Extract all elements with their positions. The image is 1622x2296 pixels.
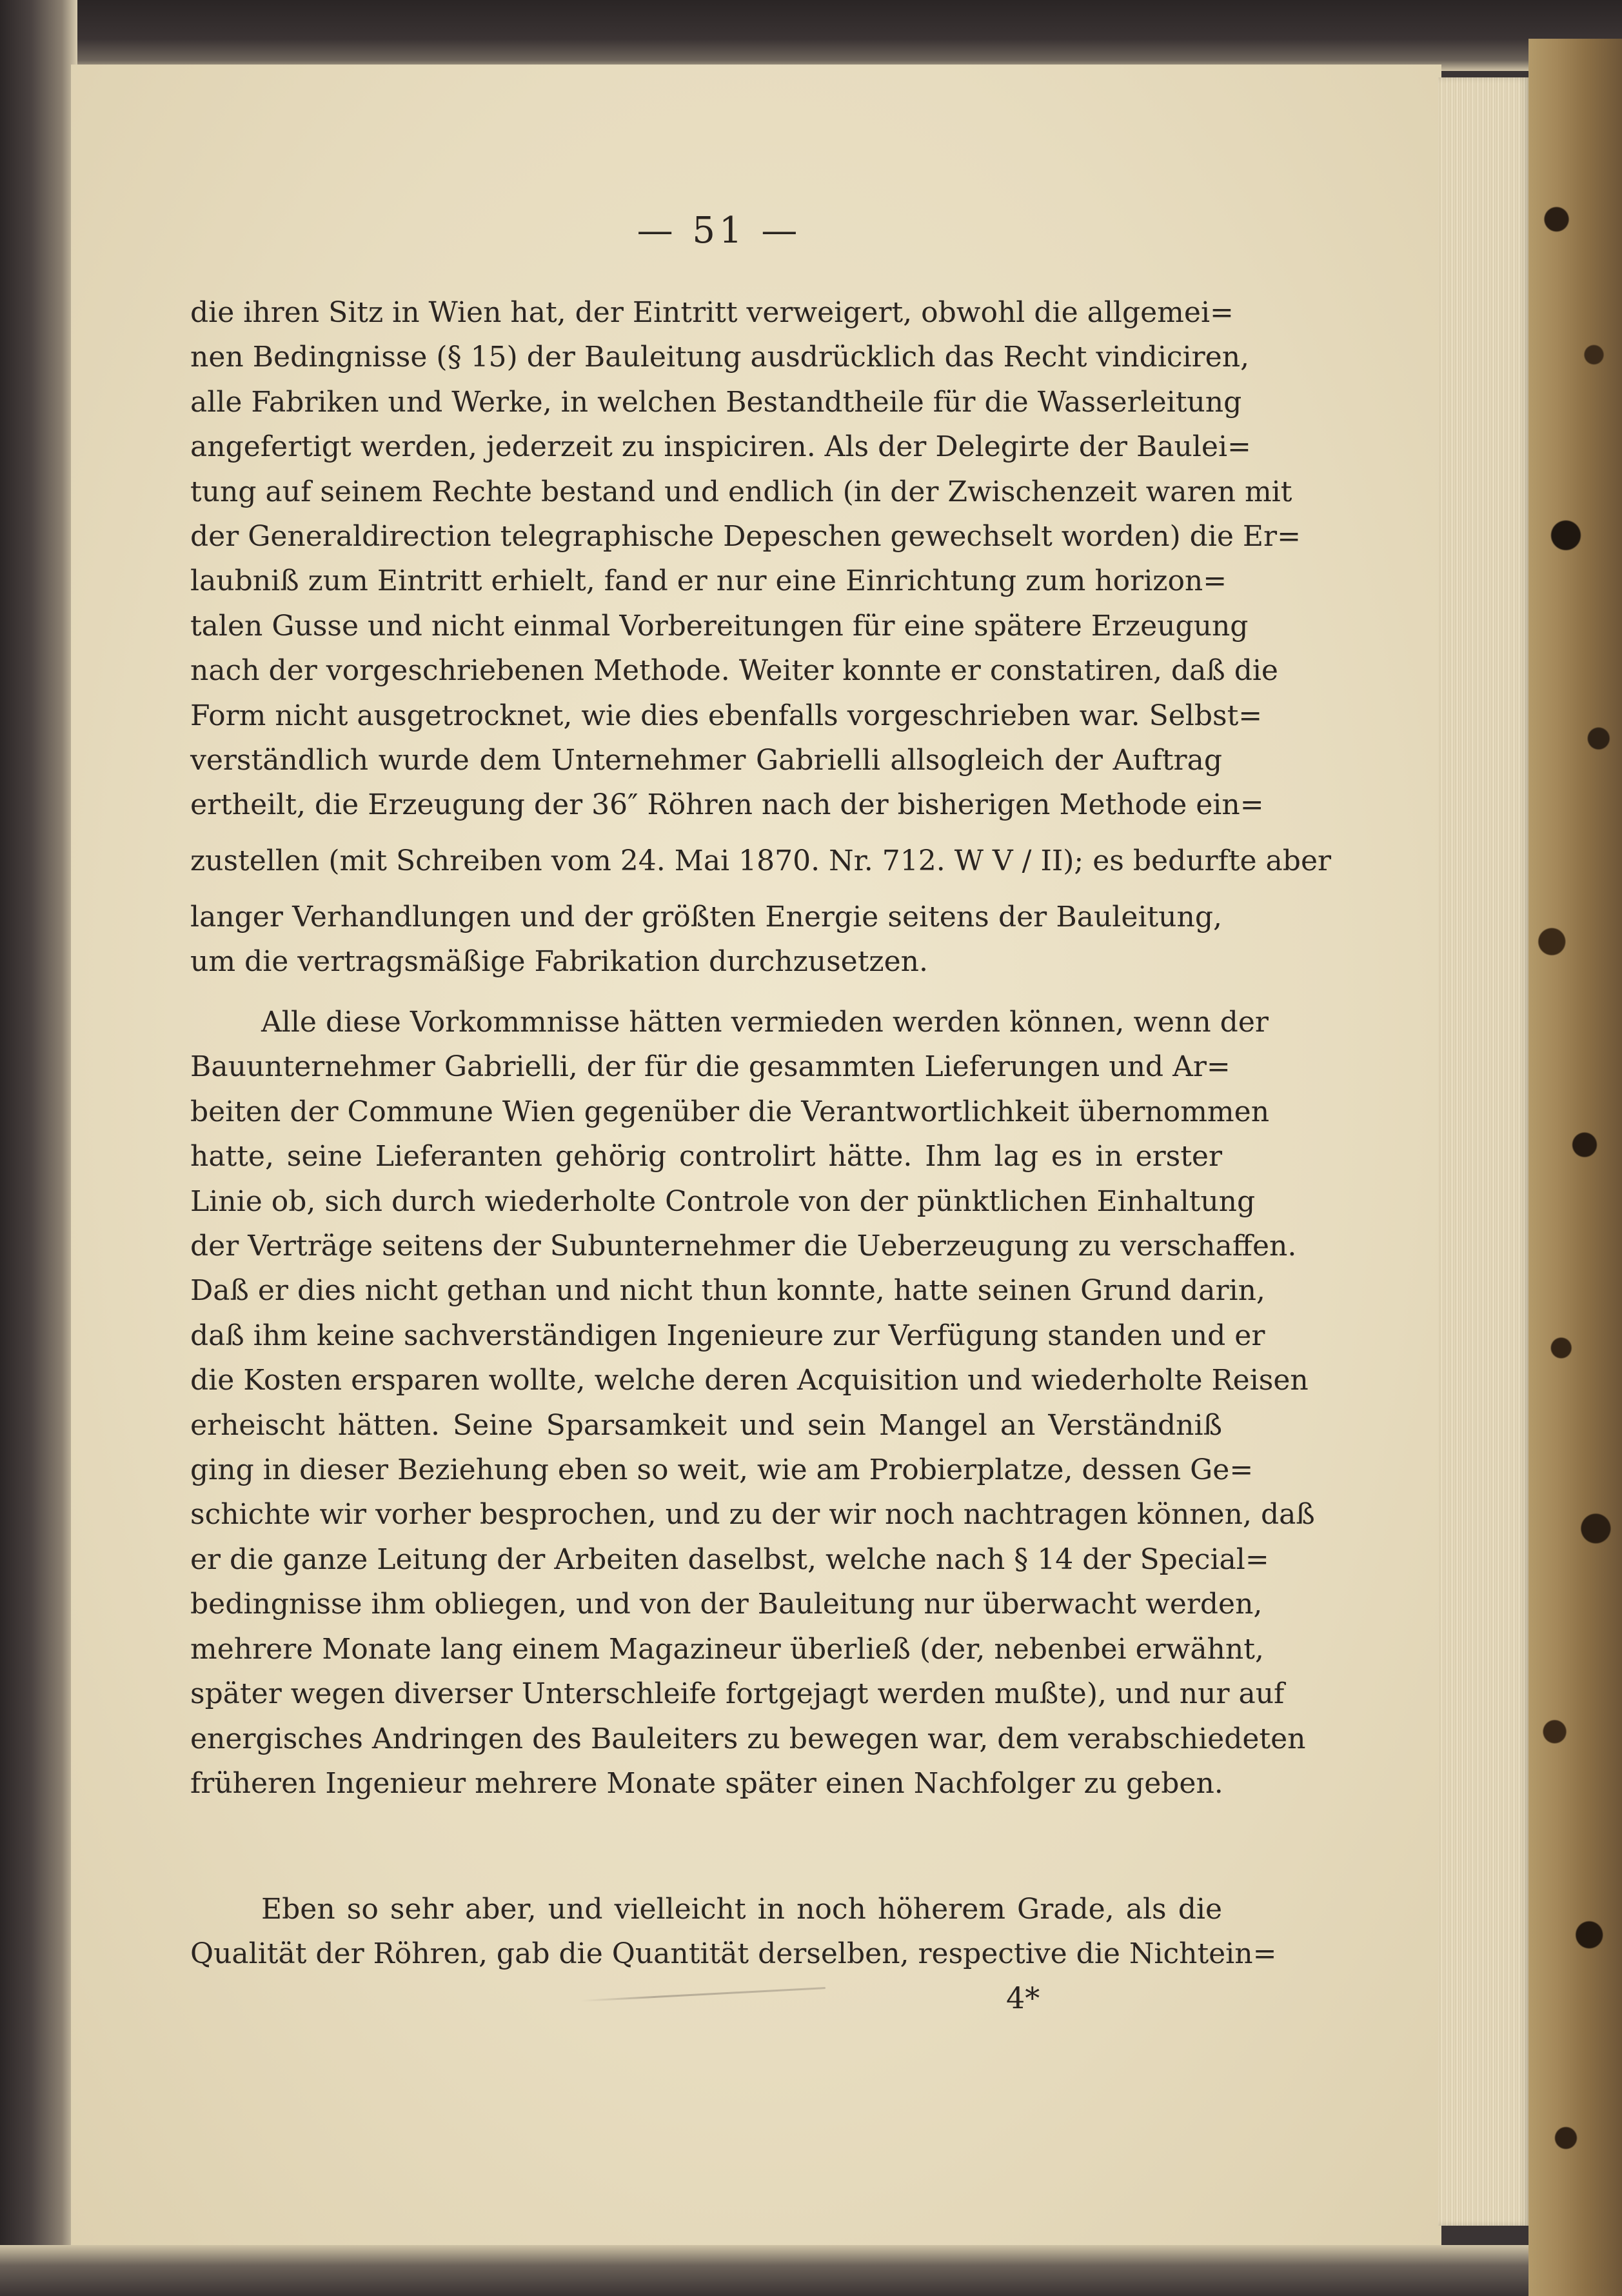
text-line: energisches Andringen des Bauleiters zu bewegen war, dem verabschiedeten bbox=[190, 1722, 1306, 1755]
signature-mark: 4* bbox=[1006, 1981, 1040, 2015]
marbled-cover bbox=[1528, 39, 1622, 2296]
paragraph-1 bbox=[190, 290, 1332, 984]
paragraph-3 bbox=[190, 1887, 1277, 1977]
text-line: alle Fabriken und Werke, in welchen Bestandtheile für die Wasserleitung bbox=[190, 385, 1242, 419]
text-line: Eben so sehr aber, und vielleicht in noch höherem Grade, als die bbox=[261, 1893, 1222, 1926]
text-line: talen Gusse und nicht einmal Vorbereitungen für eine spätere Erzeugung bbox=[190, 609, 1249, 643]
text-line: die ihren Sitz in Wien hat, der Eintritt verweigert, obwohl die allgemei= bbox=[190, 296, 1234, 329]
text-line: zustellen (mit Schreiben vom 24. Mai 1870. Nr. 712. W V / II); es bedurfte aber bbox=[190, 844, 1332, 877]
text-line: verständlich wurde dem Unternehmer Gabrielli allsogleich der Auftrag bbox=[190, 744, 1222, 777]
text-line: schichte wir vorher besprochen, und zu der wir noch nachtragen können, daß bbox=[190, 1498, 1315, 1532]
text-line: früheren Ingenieur mehrere Monate später einen Nachfolger zu geben. bbox=[190, 1766, 1223, 1800]
page-number: — 51 — bbox=[637, 210, 802, 252]
text-line: hatte, seine Lieferanten gehörig controlirt hätte. Ihm lag es in erster bbox=[190, 1140, 1222, 1173]
text-line: erheischt hätten. Seine Sparsamkeit und sein Mangel an Verständniß bbox=[190, 1408, 1222, 1442]
text-line: Qualität der Röhren, gab die Quantität derselben, respective die Nichtein= bbox=[190, 1937, 1277, 1971]
text-line: der Verträge seitens der Subunternehmer die Ueberzeugung zu verschaffen. bbox=[190, 1230, 1297, 1263]
text-line: Form nicht ausgetrocknet, wie dies ebenfalls vorgeschrieben war. Selbst= bbox=[190, 699, 1263, 732]
scan-bottom-border bbox=[0, 2245, 1528, 2296]
text-line: später wegen diverser Unterschleife fortgejagt werden mußte), und nur auf bbox=[190, 1677, 1285, 1711]
text-line: laubniß zum Eintritt erhielt, fand er nur eine Einrichtung zum horizon= bbox=[190, 564, 1227, 598]
text-line: angefertigt werden, jederzeit zu inspiciren. Als der Delegirte der Baulei= bbox=[190, 430, 1251, 464]
text-line: daß ihm keine sachverständigen Ingenieure zur Verfügung standen und er bbox=[190, 1319, 1265, 1352]
page-block-edge bbox=[1438, 77, 1528, 2226]
text-line: um die vertragsmäßige Fabrikation durchzusetzen. bbox=[190, 945, 928, 979]
text-line: nach der vorgeschriebenen Methode. Weiter konnte er constatiren, daß die bbox=[190, 654, 1278, 688]
text-line: ertheilt, die Erzeugung der 36″ Röhren nach der bisherigen Methode ein= bbox=[190, 788, 1264, 822]
text-line: tung auf seinem Rechte bestand und endlich (in der Zwischenzeit waren mit bbox=[190, 475, 1292, 508]
text-line: Bauunternehmer Gabrielli, der für die gesammten Lieferungen und Ar= bbox=[190, 1050, 1231, 1084]
text-line: nen Bedingnisse (§ 15) der Bauleitung ausdrücklich das Recht vindiciren, bbox=[190, 341, 1250, 374]
text-line: bedingnisse ihm obliegen, und von der Bauleitung nur überwacht werden, bbox=[190, 1588, 1263, 1621]
scan-left-border bbox=[0, 0, 77, 2296]
text-line: der Generaldirection telegraphische Depeschen gewechselt worden) die Er= bbox=[190, 520, 1301, 554]
text-line: Alle diese Vorkommnisse hätten vermieden werden können, wenn der bbox=[261, 1006, 1269, 1039]
text-line: ging in dieser Beziehung eben so weit, wie am Probierplatze, dessen Ge= bbox=[190, 1453, 1254, 1487]
text-line: mehrere Monate lang einem Magazineur überließ (der, nebenbei erwähnt, bbox=[190, 1632, 1264, 1666]
text-line: er die ganze Leitung der Arbeiten daselbst, welche nach § 14 der Special= bbox=[190, 1542, 1269, 1576]
text-line: beiten der Commune Wien gegenüber die Verantwortlichkeit übernommen bbox=[190, 1095, 1270, 1128]
paragraph-2 bbox=[190, 1000, 1315, 1806]
text-line: langer Verhandlungen und der größten Energie seitens der Bauleitung, bbox=[190, 900, 1222, 933]
text-line: die Kosten ersparen wollte, welche deren Acquisition und wiederholte Reisen bbox=[190, 1364, 1309, 1397]
text-line: Linie ob, sich durch wiederholte Controle von der pünktlichen Einhaltung bbox=[190, 1184, 1256, 1218]
scan-top-border bbox=[0, 0, 1622, 71]
text-line: Daß er dies nicht gethan und nicht thun konnte, hatte seinen Grund darin, bbox=[190, 1274, 1265, 1308]
